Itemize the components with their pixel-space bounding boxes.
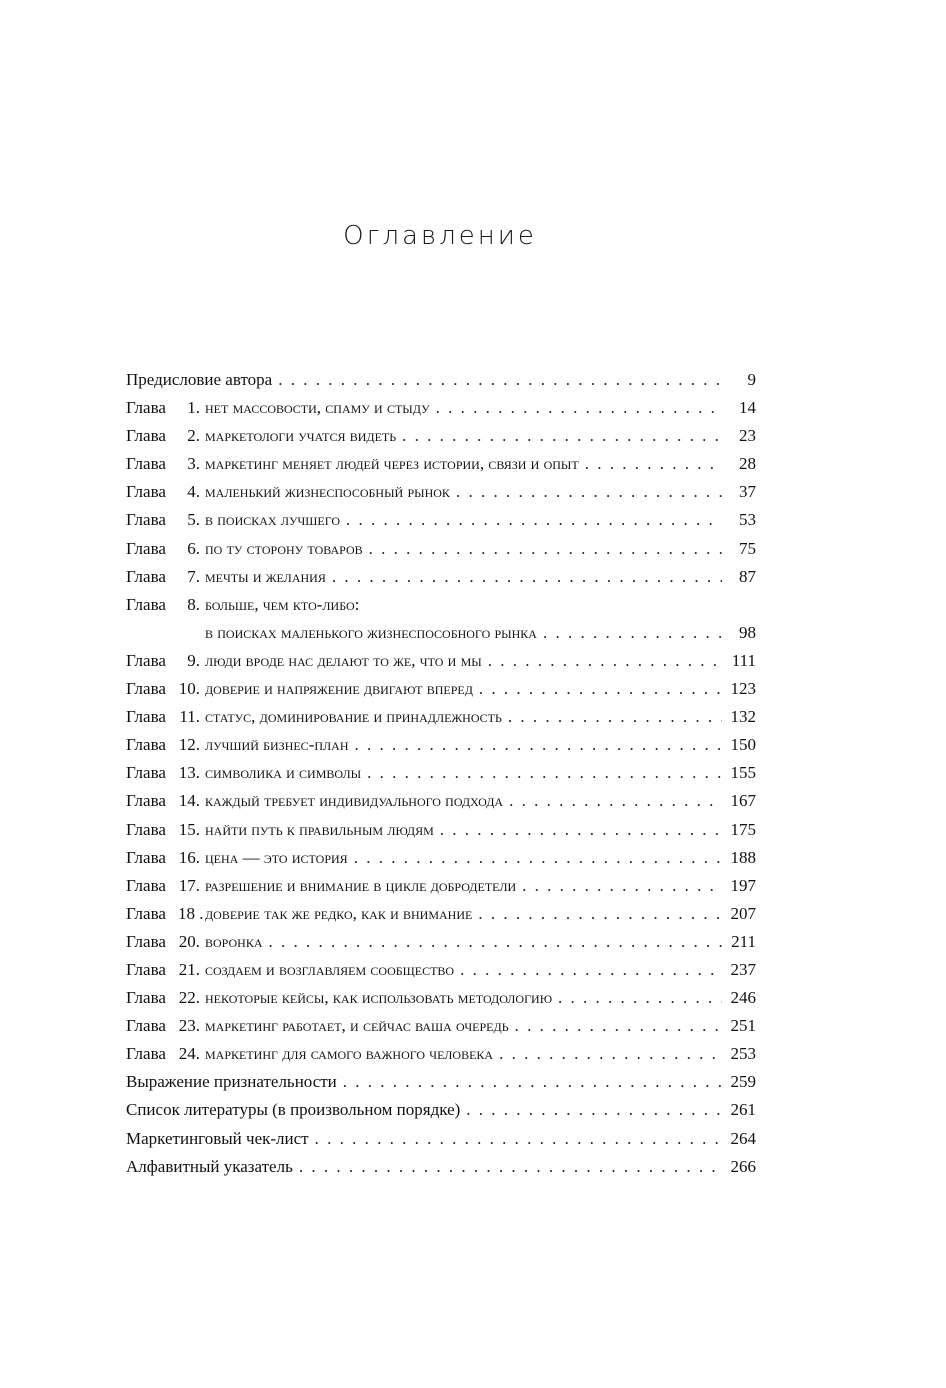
chapter-title: символика и символы <box>205 763 362 783</box>
page-number: 207 <box>730 903 756 923</box>
page-number: 111 <box>731 650 756 670</box>
chapter-title: маленький жизнеспособный рынок <box>205 482 450 502</box>
chapter-title: мечты и желания <box>205 566 326 586</box>
dot-leader <box>354 844 722 872</box>
toc-entry-chapter <box>126 450 756 478</box>
dot-leader <box>369 535 722 563</box>
toc-entry-chapter <box>126 1012 756 1040</box>
dot-leader <box>515 1012 722 1040</box>
chapter-word: Глава <box>126 426 166 446</box>
dot-leader <box>440 816 722 844</box>
dot-leader <box>355 731 723 759</box>
chapter-word: Глава <box>126 1044 166 1064</box>
chapter-title: по ту сторону товаров <box>205 538 363 558</box>
chapter-number: 14. <box>178 791 200 811</box>
chapter-list <box>126 394 756 1068</box>
toc-entry-checklist <box>126 1125 756 1153</box>
toc-entry-chapter <box>126 759 756 787</box>
page-number: 23 <box>739 426 756 446</box>
chapter-number: 6. <box>187 538 200 558</box>
chapter-title: цена — это история <box>205 847 348 867</box>
toc-entry-index <box>126 1153 756 1181</box>
chapter-number: 17. <box>178 875 200 895</box>
dot-leader <box>488 647 722 675</box>
page-number: 259 <box>730 1072 756 1092</box>
toc-entry-chapter <box>126 703 756 731</box>
toc-entry-chapter-continued <box>126 619 756 647</box>
page-number: 253 <box>730 1044 756 1064</box>
toc-entry-chapter <box>126 984 756 1012</box>
dot-leader <box>346 506 722 534</box>
page-number: 75 <box>739 538 756 558</box>
chapter-title: статус, доминирование и принадлежность <box>205 707 502 727</box>
chapter-word: Глава <box>126 819 166 839</box>
page-title: Оглавление <box>343 221 537 252</box>
page-number: 264 <box>730 1128 756 1148</box>
dot-leader <box>522 872 722 900</box>
dot-leader <box>315 1125 722 1153</box>
dot-leader <box>585 450 722 478</box>
chapter-number: 5. <box>187 510 200 530</box>
toc-entry-chapter <box>126 816 756 844</box>
chapter-word: Глава <box>126 988 166 1008</box>
page-number: 87 <box>739 566 756 586</box>
toc-entry-chapter <box>126 956 756 984</box>
page-number: 14 <box>739 398 756 418</box>
page-number: 37 <box>739 482 756 502</box>
chapter-title: разрешение и внимание в цикле добродетели <box>205 875 517 895</box>
toc-entry-preface <box>126 366 756 394</box>
page-number: 188 <box>730 847 756 867</box>
toc-entry-chapter <box>126 872 756 900</box>
chapter-number: 13. <box>178 763 200 783</box>
dot-leader <box>499 1040 722 1068</box>
chapter-number: 11. <box>179 707 200 727</box>
page-number: 197 <box>730 875 756 895</box>
page-number: 261 <box>730 1100 756 1120</box>
toc-entry-chapter <box>126 731 756 759</box>
dot-leader <box>543 619 722 647</box>
page-number: 237 <box>730 959 756 979</box>
chapter-word: Глава <box>126 903 166 923</box>
toc-entry-chapter <box>126 1040 756 1068</box>
chapter-number: 18 . <box>178 903 204 923</box>
toc-entry-label: Маркетинговый чек-лист <box>126 1128 309 1148</box>
chapter-title: лучший бизнес-план <box>205 735 349 755</box>
toc-entry-chapter <box>126 394 756 422</box>
page-number: 123 <box>730 679 756 699</box>
toc-entry-label: Список литературы (в произвольном порядке) <box>126 1100 461 1120</box>
chapter-title: воронка <box>205 931 263 951</box>
chapter-title: создаем и возглавляем сообщество <box>205 959 455 979</box>
dot-leader <box>479 675 722 703</box>
page-number: 98 <box>739 622 756 642</box>
dot-leader <box>460 956 722 984</box>
chapter-title: доверие и напряжение двигают вперед <box>205 679 473 699</box>
chapter-word: Глава <box>126 1016 166 1036</box>
chapter-title: маркетинг работает, и сейчас ваша очередь <box>205 1016 509 1036</box>
chapter-title: доверие так же редко, как и внимание <box>205 903 473 923</box>
dot-leader <box>367 759 722 787</box>
chapter-title: найти путь к правильным людям <box>205 819 434 839</box>
chapter-title: маркетинг для самого важного человека <box>205 1044 494 1064</box>
chapter-title: больше, чем кто-либо: <box>205 594 360 614</box>
dot-leader <box>278 366 722 394</box>
toc-entry-label: Предисловие автора <box>126 370 273 389</box>
chapter-word: Глава <box>126 566 166 586</box>
dot-leader <box>343 1068 722 1096</box>
chapter-number: 21. <box>178 959 200 979</box>
page-number: 53 <box>739 510 756 530</box>
chapter-word: Глава <box>126 735 166 755</box>
chapter-number: 2. <box>187 426 200 446</box>
page-number: 9 <box>747 370 756 389</box>
dot-leader <box>456 478 722 506</box>
chapter-number: 12. <box>178 735 200 755</box>
table-of-contents <box>126 366 756 1181</box>
chapter-word: Глава <box>126 791 166 811</box>
chapter-number: 20. <box>178 931 200 951</box>
chapter-word: Глава <box>126 679 166 699</box>
toc-entry-chapter <box>126 844 756 872</box>
dot-leader <box>332 563 722 591</box>
chapter-number: 4. <box>187 482 200 502</box>
chapter-title: каждый требует индивидуального подхода <box>205 791 504 811</box>
chapter-word: Глава <box>126 482 166 502</box>
chapter-word: Глава <box>126 707 166 727</box>
toc-entry-chapter <box>126 591 756 619</box>
dot-leader <box>466 1096 722 1124</box>
dot-leader <box>402 422 722 450</box>
toc-entry-chapter <box>126 535 756 563</box>
toc-entry-label: Алфавитный указатель <box>126 1156 293 1176</box>
chapter-title: некоторые кейсы, как использовать методологию <box>205 988 553 1008</box>
chapter-number: 16. <box>178 847 200 867</box>
chapter-word: Глава <box>126 931 166 951</box>
chapter-number: 9. <box>187 650 200 670</box>
chapter-number: 3. <box>187 454 200 474</box>
chapter-number: 7. <box>187 566 200 586</box>
toc-entry-chapter <box>126 675 756 703</box>
chapter-title: люди вроде нас делают то же, что и мы <box>205 650 482 670</box>
chapter-number: 1. <box>187 398 200 418</box>
page-number: 251 <box>730 1016 756 1036</box>
chapter-number: 10. <box>178 679 200 699</box>
page-number: 28 <box>739 454 756 474</box>
chapter-word: Глава <box>126 875 166 895</box>
chapter-word: Глава <box>126 650 166 670</box>
chapter-title: маркетологи учатся видеть <box>205 426 397 446</box>
chapter-word: Глава <box>126 847 166 867</box>
chapter-word: Глава <box>126 594 166 614</box>
page-number: 175 <box>730 819 756 839</box>
dot-leader <box>436 394 722 422</box>
toc-entry-chapter <box>126 647 756 675</box>
dot-leader <box>558 984 722 1012</box>
chapter-number: 23. <box>178 1016 200 1036</box>
chapter-number: 8. <box>187 594 200 614</box>
chapter-word: Глава <box>126 959 166 979</box>
chapter-title: маркетинг меняет людей через истории, связи и опыт <box>205 454 579 474</box>
dot-leader <box>508 703 722 731</box>
chapter-word: Глава <box>126 398 166 418</box>
toc-entry-acknowledgements <box>126 1068 756 1096</box>
toc-entry-chapter <box>126 928 756 956</box>
chapter-title: в поисках лучшего <box>205 510 341 530</box>
page-number: 211 <box>731 931 756 951</box>
dot-leader <box>269 928 723 956</box>
dot-leader <box>509 787 722 815</box>
toc-entry-chapter <box>126 900 756 928</box>
page-number: 266 <box>730 1156 756 1176</box>
chapter-number: 22. <box>178 988 200 1008</box>
page-number: 132 <box>730 707 756 727</box>
toc-entry-chapter <box>126 563 756 591</box>
chapter-word: Глава <box>126 538 166 558</box>
page-number: 246 <box>730 988 756 1008</box>
chapter-word: Глава <box>126 454 166 474</box>
chapter-title-continued: в поисках маленького жизнеспособного рынка <box>205 622 537 642</box>
chapter-title: нет массовости, спаму и стыду <box>205 398 430 418</box>
page-number: 150 <box>730 735 756 755</box>
chapter-word: Глава <box>126 763 166 783</box>
dot-leader <box>478 900 722 928</box>
page-number: 155 <box>730 763 756 783</box>
toc-entry-chapter <box>126 506 756 534</box>
toc-entry-chapter <box>126 787 756 815</box>
toc-entry-bibliography <box>126 1096 756 1124</box>
toc-entry-label: Выражение признательности <box>126 1072 337 1092</box>
chapter-word: Глава <box>126 510 166 530</box>
page-number: 167 <box>730 791 756 811</box>
dot-leader <box>299 1153 722 1181</box>
chapter-number: 15. <box>178 819 200 839</box>
chapter-number: 24. <box>178 1044 200 1064</box>
toc-entry-chapter <box>126 478 756 506</box>
toc-entry-chapter <box>126 422 756 450</box>
